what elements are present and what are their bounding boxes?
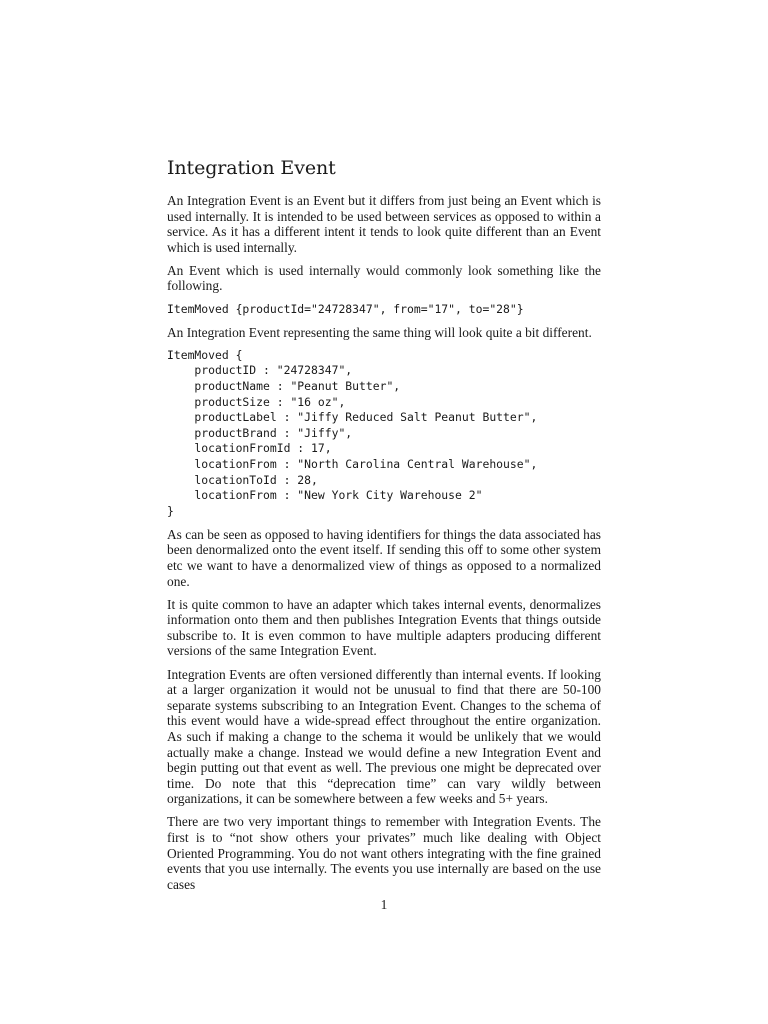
code-block-internal-event: ItemMoved {productId="24728347", from="17", to="28"} xyxy=(167,301,524,316)
paragraph-denormalized: As can be seen as opposed to having identifiers for things the data associated has been denormalized onto the event itself. If sending this off to some other system etc we want to have a denormalized view of things as opposed to a normalized one. xyxy=(167,526,601,589)
paragraph-versioning: Integration Events are often versioned differently than internal events. If looking at a larger organization it would not be unusual to find that there are 50-100 separate systems subscribing to an Integration Event. Changes to the schema of this event would have a wide-spread effect throughout the entire organization. As such if making a change to the schema it would be unlikely that we would actually make a change. Instead we would define a new Integration Event and begin putting out that event as well. The previous one might be deprecated over time. Do note that this “deprecation time” can vary wildly between organizations, it can be somewhere between a few weeks and 5+ years. xyxy=(167,666,601,807)
section-title: Integration Event xyxy=(167,157,336,179)
document-page xyxy=(167,156,601,900)
page-number: 1 xyxy=(380,897,388,912)
paragraph-important-things: There are two very important things to remember with Integration Events. The first is to “not show others your privates” much like dealing with Object Oriented Programming. You do not want others integrating with the fine grained events that you use internally. The events you use internally are based on the use cases xyxy=(167,814,601,892)
paragraph-internal-event: An Event which is used internally would commonly look something like the following. xyxy=(167,262,601,294)
paragraph-adapter: It is quite common to have an adapter which takes internal events, denormalizes information onto them and then publishes Integration Events that things outside subscribe to. It is even common to have multiple adapters producing different versions of the same Integration Event. xyxy=(167,596,601,659)
paragraph-integration-event: An Integration Event representing the same thing will look quite a bit different. xyxy=(167,324,592,340)
paragraph-intro: An Integration Event is an Event but it differs from just being an Event which is used internally. It is intended to be used between services as opposed to within a service. As it has a different intent it tends to look quite different than an Event which is used internally. xyxy=(167,193,601,255)
code-block-integration-event: ItemMoved { productID : "24728347", productName : "Peanut Butter", productSize : "16 oz", productLabel : "Jiffy Reduced Salt Peanut Butter", productBrand : "Jiffy", locationFromId : 17, locationFrom : "North Carolina Central Warehouse", locationToId : 28, locationFrom : "New York City Warehouse 2" } xyxy=(167,347,538,518)
